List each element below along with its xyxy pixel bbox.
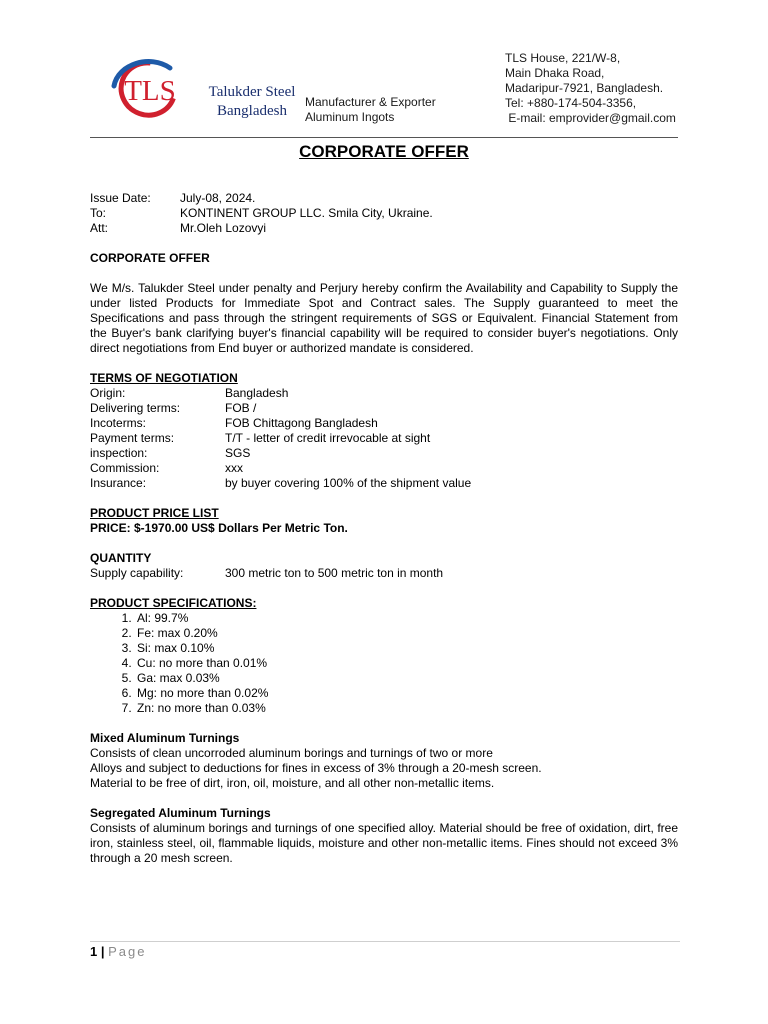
phone-line: Tel: +880-174-504-3356, <box>505 96 637 110</box>
term-row-commission <box>90 461 678 476</box>
spec-item: 5. Ga: max 0.03% <box>135 671 678 686</box>
address-line: TLS House, 221/W-8, <box>505 51 621 65</box>
term-row-origin <box>90 386 678 401</box>
company-name <box>206 83 298 121</box>
page-number: 1 <box>90 944 98 959</box>
offer-meta <box>90 191 678 236</box>
term-row-incoterms <box>90 416 678 431</box>
term-value: FOB / <box>225 401 257 415</box>
meta-row-att <box>90 221 678 236</box>
term-value: xxx <box>225 461 243 475</box>
logo-text: TLS <box>124 75 176 107</box>
meta-row-issue-date <box>90 191 678 206</box>
company-name-line1: Talukder Steel <box>208 84 296 100</box>
address-line: Madaripur-7921, Bangladesh. <box>505 81 664 95</box>
tls-logo-graphic <box>108 50 188 126</box>
segregated-turnings-paragraph: Consists of aluminum borings and turnings of one specified alloy. Material should be free of oxidation, dirt, free iron, stainless steel, oil, flammable liquids, moisture and other non-metallic items. Fines should not exceed 3% through a 20 mesh screen. <box>90 821 678 865</box>
spec-item: 1. Al: 99.7% <box>135 611 678 626</box>
tagline-line2: Aluminum Ingots <box>305 110 395 124</box>
terms-table <box>90 386 678 491</box>
term-value: T/T - letter of credit irrevocable at sight <box>225 431 431 445</box>
term-label: Delivering terms: <box>90 401 181 415</box>
mixed-turnings-line: Material to be free of dirt, iron, oil, moisture, and all other non-metallic items. <box>90 776 495 790</box>
term-value: by buyer covering 100% of the shipment value <box>225 476 472 490</box>
offer-paragraph: We M/s. Talukder Steel under penalty and Perjury hereby confirm the Availability and Capability to Supply the under listed Products for Immediate Spot and Contract sales. The Supply guaranteed to meet the Specifications and pass through the stringent requirements of SGS or Equivalent. Financial Statement from the Buyer's bank clarifying buyer's financial capability will be required to consider buyer's negotiations. Only direct negotiations from End buyer or authorized mandate is considered. <box>90 281 678 355</box>
spec-item: 6. Mg: no more than 0.02% <box>135 686 678 701</box>
meta-label: Issue Date: <box>90 191 151 205</box>
meta-row-to <box>90 206 678 221</box>
mixed-turnings-heading: Mixed Aluminum Turnings <box>90 731 240 745</box>
meta-value: KONTINENT GROUP LLC. Smila City, Ukraine. <box>180 206 433 220</box>
quantity-label: Supply capability: <box>90 566 184 580</box>
company-name-line2: Bangladesh <box>217 103 287 119</box>
page-separator: | <box>100 944 105 959</box>
meta-value: Mr.Oleh Lozovyi <box>180 221 267 235</box>
spec-item: 2. Fe: max 0.20% <box>135 626 678 641</box>
company-tagline <box>305 95 436 125</box>
quantity-value: 300 metric ton to 500 metric ton in month <box>225 566 444 580</box>
meta-label: To: <box>90 206 107 220</box>
page-footer <box>90 943 147 960</box>
spec-item: 7. Zn: no more than 0.03% <box>135 701 678 716</box>
spec-item: 3. Si: max 0.10% <box>135 641 678 656</box>
term-value: Bangladesh <box>225 386 289 400</box>
term-row-delivering <box>90 401 678 416</box>
meta-label: Att: <box>90 221 109 235</box>
footer-divider <box>90 941 680 942</box>
terms-heading: TERMS OF NEGOTIATION <box>90 371 238 385</box>
term-label: Commission: <box>90 461 160 475</box>
spec-item: 4. Cu: no more than 0.01% <box>135 656 678 671</box>
segregated-turnings-heading: Segregated Aluminum Turnings <box>90 806 271 820</box>
quantity-heading: QUANTITY <box>90 551 152 565</box>
term-label: Insurance: <box>90 476 147 490</box>
offer-heading: CORPORATE OFFER <box>90 251 210 265</box>
header-divider <box>90 137 678 138</box>
document-title: CORPORATE OFFER <box>299 142 469 161</box>
mixed-turnings-line: Consists of clean uncorroded aluminum borings and turnings of two or more <box>90 746 493 760</box>
term-value: SGS <box>225 446 251 460</box>
email-line[interactable]: E-mail: emprovider@gmail.com <box>505 111 676 125</box>
specs-list <box>90 611 678 716</box>
mixed-turnings-line: Alloys and subject to deductions for fines in excess of 3% through a 20-mesh screen. <box>90 761 542 775</box>
address-line: Main Dhaka Road, <box>505 66 605 80</box>
term-value: FOB Chittagong Bangladesh <box>225 416 378 430</box>
term-label: Payment terms: <box>90 431 175 445</box>
page-label: Page <box>108 944 147 959</box>
document-body <box>90 191 678 866</box>
term-row-inspection <box>90 446 678 461</box>
term-row-insurance <box>90 476 678 491</box>
company-address <box>505 51 676 126</box>
specs-heading: PRODUCT SPECIFICATIONS: <box>90 596 257 610</box>
company-logo <box>108 50 188 126</box>
term-label: Incoterms: <box>90 416 147 430</box>
price-list-heading: PRODUCT PRICE LIST <box>90 506 219 520</box>
tagline-line1: Manufacturer & Exporter <box>305 95 436 109</box>
term-label: inspection: <box>90 446 148 460</box>
term-label: Origin: <box>90 386 126 400</box>
quantity-row <box>90 566 678 581</box>
meta-value: July-08, 2024. <box>180 191 256 205</box>
term-row-payment <box>90 431 678 446</box>
price-line: PRICE: $-1970.00 US$ Dollars Per Metric Ton. <box>90 521 348 535</box>
